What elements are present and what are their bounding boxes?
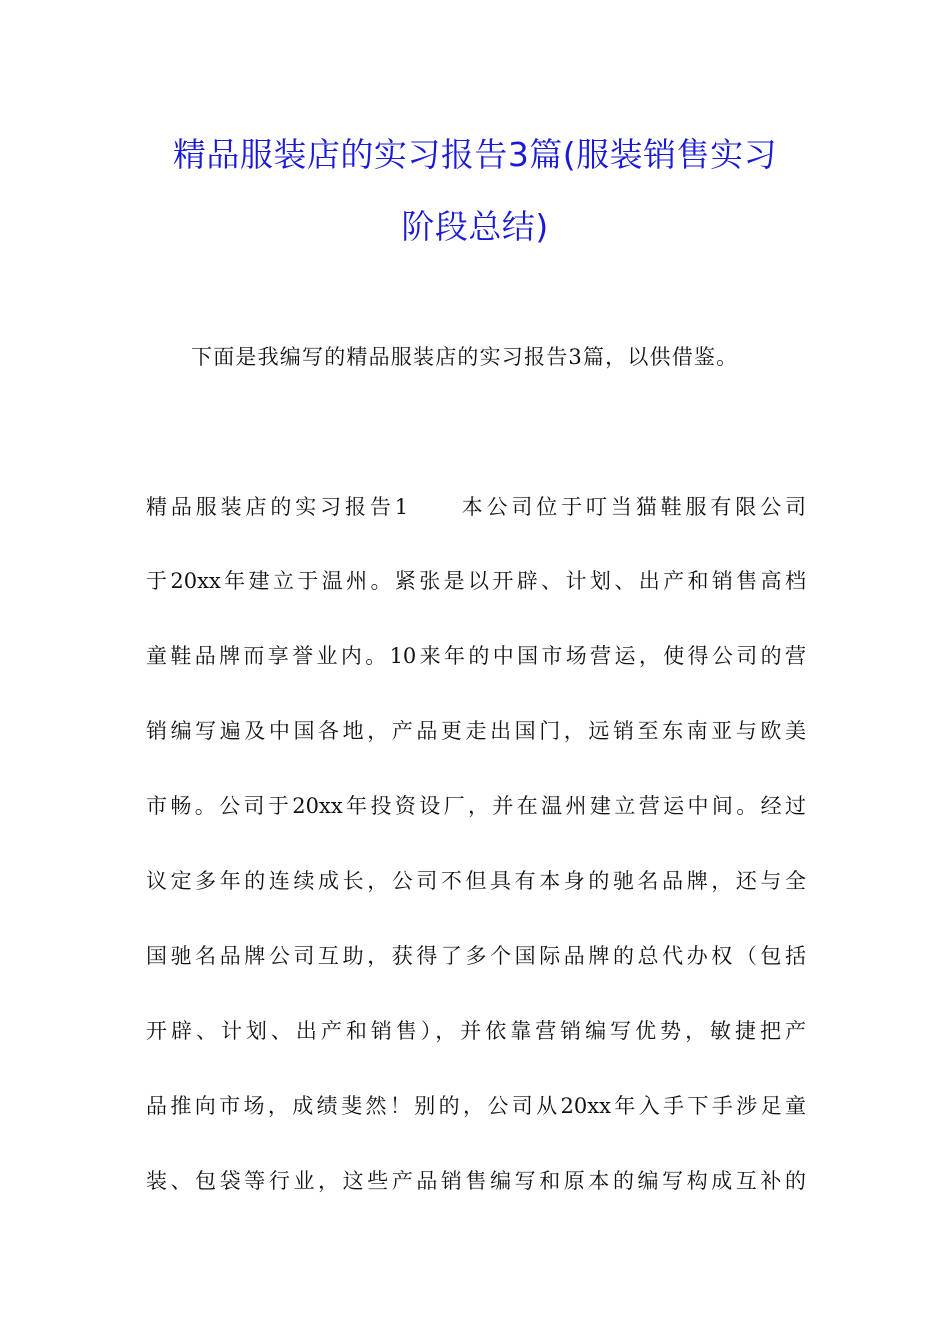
body-text-line: 国驰名品牌公司互助，获得了多个国际品牌的总代办权（包括 bbox=[146, 944, 806, 968]
body-text-line: 装、包袋等行业，这些产品销售编写和原本的编写构成互补的 bbox=[146, 1169, 806, 1193]
body-text-line: 销编写遍及中国各地，产品更走出国门，远销至东南亚与欧美 bbox=[146, 719, 806, 743]
document-title-line-1: 精品服装店的实习报告3篇(服装销售实习 bbox=[172, 135, 778, 174]
document-title-line-2: 阶段总结) bbox=[401, 207, 549, 246]
body-text-line: 品推向市场，成绩斐然！别的，公司从20xx年入手下手涉足童 bbox=[146, 1094, 806, 1118]
body-text-line: 议定多年的连续成长，公司不但具有本身的驰名品牌，还与全 bbox=[146, 869, 806, 893]
body-text-line: 精品服装店的实习报告1 本公司位于叮当猫鞋服有限公司 bbox=[146, 495, 806, 519]
intro-paragraph: 下面是我编写的精品服装店的实习报告3篇，以供借鉴。 bbox=[191, 345, 739, 369]
body-text-line: 童鞋品牌而享誉业内。10来年的中国市场营运，使得公司的营 bbox=[146, 644, 806, 668]
body-text-line: 于20xx年建立于温州。紧张是以开辟、计划、出产和销售高档 bbox=[146, 569, 806, 593]
body-text-line: 开辟、计划、出产和销售），并依靠营销编写优势，敏捷把产 bbox=[146, 1019, 806, 1043]
body-text-line: 市畅。公司于20xx年投资设厂，并在温州建立营运中间。经过 bbox=[146, 794, 806, 818]
